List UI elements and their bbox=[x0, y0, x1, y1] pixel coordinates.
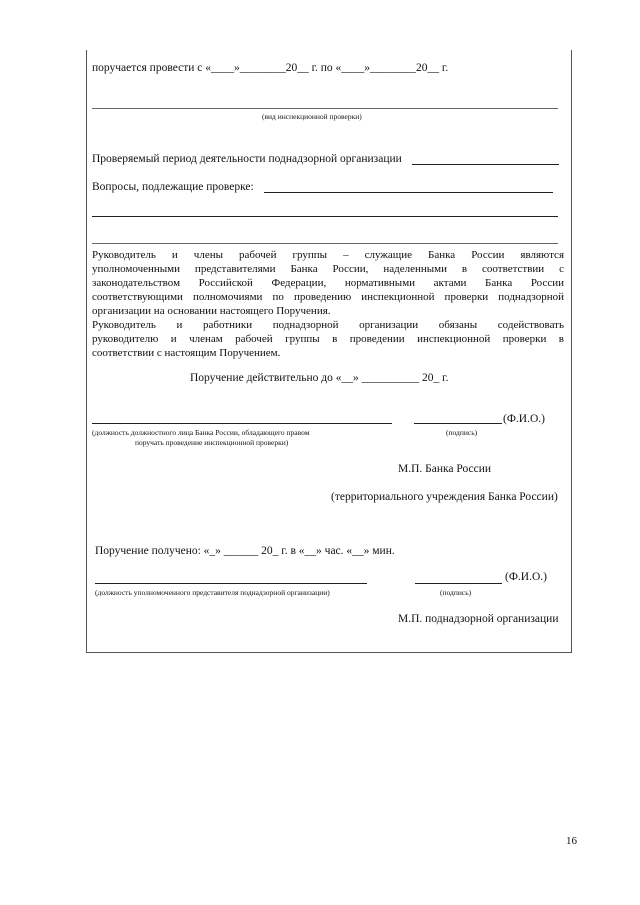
paragraph-line: руководителю и членам рабочей группы в проведении инспекционной проверки в bbox=[92, 333, 564, 345]
signature-blank-1 bbox=[414, 423, 502, 424]
paragraph-line: законодательством Российской Федерации, нормативными актами Банка России bbox=[92, 277, 564, 289]
official-caption-2: поручать проведение инспекционной проверки) bbox=[135, 438, 289, 447]
paragraph-line: организации на основании настоящего Поручения. bbox=[92, 305, 331, 317]
paragraph-line: Руководитель и члены рабочей группы – служащие Банка России являются bbox=[92, 249, 564, 261]
questions-blank-1 bbox=[264, 192, 553, 193]
signature-blank-2 bbox=[415, 583, 502, 584]
territorial-institution: (территориального учреждения Банка России) bbox=[331, 491, 558, 503]
questions-label: Вопросы, подлежащие проверке: bbox=[92, 181, 254, 193]
inspection-type-blank bbox=[92, 108, 558, 109]
official-position-blank bbox=[92, 423, 392, 424]
fio-label-2: (Ф.И.О.) bbox=[505, 571, 547, 583]
inspection-type-caption: (вид инспекционной проверки) bbox=[262, 112, 362, 121]
signature-caption-2: (подпись) bbox=[440, 588, 472, 597]
questions-blank-3 bbox=[92, 243, 558, 244]
fio-label-1: (Ф.И.О.) bbox=[503, 413, 545, 425]
seal-bank: М.П. Банка России bbox=[398, 463, 492, 475]
representative-caption: (должность уполномоченного представителя поднадзорной организации) bbox=[95, 588, 330, 597]
period-label: Проверяемый период деятельности поднадзорной организации bbox=[92, 153, 402, 165]
inspection-dates-line: поручается провести с «____»________20__ г. по «____»________20__ г. bbox=[92, 62, 449, 74]
representative-position-blank bbox=[95, 583, 367, 584]
paragraph-line: соответствии с настоящим Поручением. bbox=[92, 347, 281, 359]
period-blank bbox=[412, 164, 559, 165]
seal-organization: М.П. поднадзорной организации bbox=[398, 613, 559, 625]
paragraph-line: уполномоченными представителями Банка России, наделенными в соответствии с bbox=[92, 263, 564, 275]
questions-blank-2 bbox=[92, 216, 558, 217]
page-number: 16 bbox=[566, 835, 577, 847]
paragraph-line: соответствующими полномочиями по проведению инспекционной проверки поднадзорной bbox=[92, 291, 564, 303]
valid-until: Поручение действительно до «__» __________ 20_ г. bbox=[190, 372, 449, 384]
official-caption-1: (должность должностного лица Банка России, обладающего правом bbox=[92, 428, 310, 437]
received-line: Поручение получено: «_» ______ 20_ г. в «__» час. «__» мин. bbox=[95, 545, 395, 557]
signature-caption-1: (подпись) bbox=[446, 428, 478, 437]
paragraph-line: Руководитель и работники поднадзорной организации обязаны содействовать bbox=[92, 319, 564, 331]
